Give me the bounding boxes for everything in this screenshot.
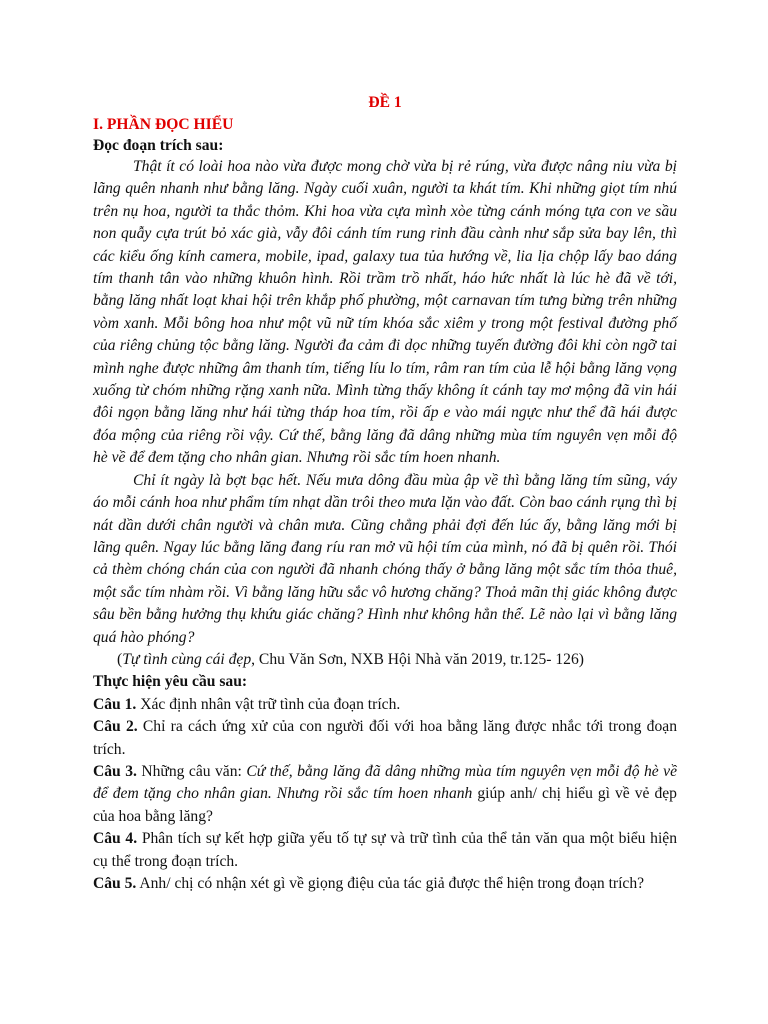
question-2 <box>93 716 677 761</box>
excerpt-paragraph-2: Chỉ ít ngày là bợt bạc hết. Nếu mưa dông đầu mùa ập về thì bằng lăng tím sũng, váy áo mỗi cánh hoa như phẩm tím nhạt dần trôi theo mưa lặn vào đất. Còn bao cánh rụng thì bị nát dần dưới chân người và chân mưa. Cũng chẳng phải đợi đến lúc ấy, bằng lăng mới bị lãng quên. Ngay lúc bằng lăng đang ríu ran mở vũ hội tím của mình, nó đã bị quên rồi. Thói cả thèm chóng chán của con người đã nhanh chóng thấy ở bằng lăng một sắc tím thỏa thuê, một sắc tím nhàm rồi. Vì bằng lăng hữu sắc vô hương chăng? Thoả mãn thị giác không được sâu bền bằng hưởng thụ khứu giác chăng? Hình như không hẳn thế. Lẽ nào lại vì bằng lăng quá hào phóng? <box>93 471 677 646</box>
question-text: Xác định nhân vật trữ tình của đoạn trích. <box>136 695 401 713</box>
question-3 <box>93 761 677 828</box>
section-heading: I. PHẦN ĐỌC HIỂU <box>93 116 234 133</box>
question-text-pre: Những câu văn: <box>136 762 247 780</box>
excerpt-source <box>93 649 677 671</box>
question-label: Câu 3. <box>93 762 137 780</box>
question-5 <box>93 873 677 895</box>
question-4 <box>93 828 677 873</box>
question-text: Anh/ chị có nhận xét gì về giọng điệu của tác giả được thể hiện trong đoạn trích? <box>136 875 645 892</box>
read-instruction: Đọc đoạn trích sau: <box>93 137 224 154</box>
question-label: Câu 4. <box>93 830 138 848</box>
question-quoted-text: Cứ thế, bằng lăng đã dâng những mùa tím nguyên vẹn mỗi độ hè về để đem tặng cho nhân gian. Nhưng rồi sắc tím hoen nhanh <box>93 762 677 803</box>
source-book-title: Tự tình cùng cái đẹp <box>122 650 252 668</box>
exam-title: ĐỀ 1 <box>368 94 402 111</box>
document-page <box>93 92 677 895</box>
source-open: ( <box>117 650 123 668</box>
source-details: , Chu Văn Sơn, NXB Hội Nhà văn 2019, tr.125- 126) <box>251 650 584 668</box>
task-heading: Thực hiện yêu cầu sau: <box>93 673 248 691</box>
question-1 <box>93 694 677 716</box>
question-text-post: giúp anh/ chị hiểu gì về vẻ đẹp của hoa bằng lăng? <box>93 785 677 825</box>
question-label: Câu 5. <box>93 875 137 892</box>
question-label: Câu 1. <box>93 695 137 713</box>
question-text: Chỉ ra cách ứng xử của con người đối với hoa bằng lăng được nhắc tới trong đoạn trích. <box>93 718 677 758</box>
excerpt-paragraph-1: Thật ít có loài hoa nào vừa được mong chờ vừa bị rẻ rúng, vừa được nâng niu vừa bị lãng quên nhanh như bằng lăng. Ngày cuối xuân, người ta khát tím. Khi những giọt tím nhú trên nụ hoa, người ta thắc thỏm. Khi hoa vừa cựa mình xòe từng cánh móng tựa con ve sầu non quẫy cựa trút bỏ xác già, vẫy đôi cánh tím rung rinh đầu cành như sắp sửa bay lên, thì các kiểu ống kính camera, mobile, ipad, galaxy tua tủa hướng về, lia lịa chộp lấy bao dáng tím thanh tân vào những khuôn hình. Rồi trầm trồ nhất, háo hức nhất là lúc hè đã về tới, bằng lăng nhất loạt khai hội trên khắp phố phường, một carnavan tím tưng bừng trên những vòm xanh. Mỗi bông hoa như một vũ nữ tím khóa sắc xiêm y trong một festival đường phố của riêng chủng tộc bằng lăng. Người đa cảm đi dọc những tuyến đường đôi khi còn ngỡ tai mình nghe được những âm thanh tím, tiếng líu lo tím, râm ran tím của lễ hội bằng lăng vọng xuống từ chóm những rặng xanh nữa. Mình từng thấy không ít cánh tay mơ mộng đã vin hái đôi ngọn bằng lăng như hái từng tháp hoa tím, rồi ấp e vào mái ngực như thể đã hái được đóa mộng của riêng rồi vậy. Cứ thế, bằng lăng đã dâng những mùa tím nguyên vẹn mỗi độ hè về để đem tặng cho nhân gian. Nhưng rồi sắc tím hoen nhanh. <box>93 158 677 467</box>
question-text: Phân tích sự kết hợp giữa yếu tố tự sự và trữ tình của thể tản văn qua một biểu hiện cụ thể trong đoạn trích. <box>93 830 678 870</box>
question-label: Câu 2. <box>93 718 138 736</box>
